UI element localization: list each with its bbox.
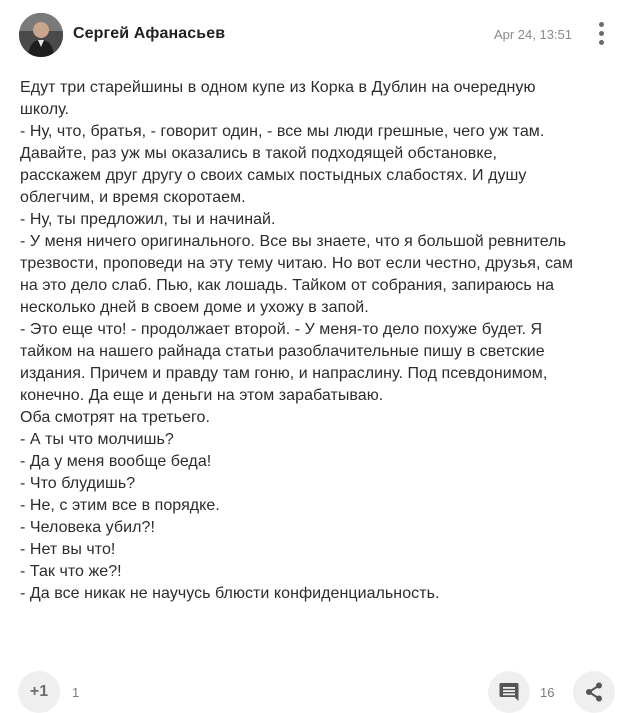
avatar[interactable]: [19, 13, 63, 57]
post-timestamp: Apr 24, 13:51: [493, 27, 572, 42]
post-line: - Нет вы что!: [20, 541, 116, 558]
post-line: конечно. Да еще и деньги на этом зарабатываю.: [20, 387, 384, 404]
post-line: - У меня ничего оригинального. Все вы знаете, что я большой ревнитель: [20, 233, 566, 250]
post-line: на это дело слаб. Пью, как лошадь. Тайком от собрания, запираюсь на: [20, 277, 555, 294]
post-line: - Ну, ты предложил, ты и начинай.: [20, 211, 276, 228]
post-line: несколько дней в своем доме и ухожу в запой.: [20, 299, 369, 316]
post-line: облегчим, и время скоротаем.: [20, 189, 246, 206]
post-header: [0, 0, 636, 70]
comment-count: 16: [540, 685, 555, 700]
plus-one-count: 1: [72, 685, 80, 700]
post-line: - Ну, что, братья, - говорит один, - все мы люди грешные, чего уж там.: [20, 123, 545, 140]
author-name[interactable]: Сергей Афанасьев: [73, 25, 226, 42]
post-line: - Что блудишь?: [20, 475, 136, 492]
more-vertical-icon: [599, 31, 604, 36]
more-options-button[interactable]: [592, 20, 612, 48]
post-line: расскажем друг другу о своих самых постыдных слабостях. И душу: [20, 167, 527, 184]
post-line: - Это еще что! - продолжает второй. - У меня-то дело похуже будет. Я: [20, 321, 543, 338]
post-footer: [0, 668, 636, 713]
post-line: трезвости, проповеди на эту тему читаю. Но вот если честно, друзья, сам: [20, 255, 573, 272]
plus-one-button[interactable]: [18, 671, 60, 713]
post-line: тайком на нашего райнада статьи разоблачительные пишу в светские: [20, 343, 545, 360]
plus-one-label: +1: [29, 683, 49, 700]
post-line: Оба смотрят на третьего.: [20, 409, 210, 426]
post-line: Едут три старейшины в одном купе из Корка в Дублин на очередную: [20, 79, 536, 96]
post-line: - А ты что молчишь?: [20, 431, 174, 448]
more-vertical-icon: [599, 40, 604, 45]
post-line: школу.: [20, 101, 70, 118]
comment-icon: [497, 680, 521, 704]
post-line: - Так что же?!: [20, 563, 122, 580]
share-button[interactable]: [573, 671, 615, 713]
post-line: - Не, с этим все в порядке.: [20, 497, 220, 514]
post-line: издания. Причем и правду там гоню, и напраслину. Под псевдонимом,: [20, 365, 548, 382]
post-line: Давайте, раз уж мы оказались в такой подходящей обстановке,: [20, 145, 498, 162]
avatar-photo: [19, 13, 63, 57]
more-vertical-icon: [599, 22, 604, 27]
post-body: [20, 77, 620, 605]
post-line: - Да все никак не научусь блюсти конфиденциальность.: [20, 585, 440, 602]
post-line: - Да у меня вообще беда!: [20, 453, 212, 470]
comment-button[interactable]: [488, 671, 530, 713]
share-icon: [582, 680, 606, 704]
post-line: - Человека убил?!: [20, 519, 155, 536]
